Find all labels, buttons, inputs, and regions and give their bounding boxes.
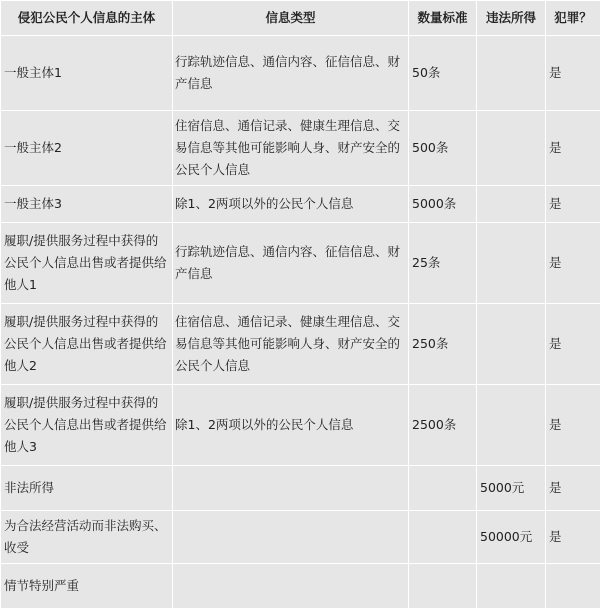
cell-illegal-gains	[477, 36, 546, 111]
cell-illegal-gains	[477, 223, 546, 304]
cell-illegal-gains	[477, 111, 546, 186]
cell-subject: 情节特别严重	[1, 564, 173, 609]
header-is-crime: 犯罪？	[546, 1, 600, 36]
table-row	[1, 466, 600, 511]
cell-is-crime: 是	[546, 385, 600, 466]
header-subject: 侵犯公民个人信息的主体	[1, 1, 173, 36]
cell-is-crime: 是	[546, 36, 600, 111]
cell-subject: 履职/提供服务过程中获得的公民个人信息出售或者提供给他人2	[1, 304, 173, 385]
header-info-type: 信息类型	[173, 1, 409, 36]
table-row	[1, 304, 600, 385]
cell-quantity: 50条	[409, 36, 477, 111]
cell-is-crime: 是	[546, 186, 600, 223]
cell-is-crime: 是	[546, 511, 600, 564]
cell-info-type: 住宿信息、通信记录、健康生理信息、交易信息等其他可能影响人身、财产安全的公民个人信息	[173, 304, 409, 385]
cell-subject: 履职/提供服务过程中获得的公民个人信息出售或者提供给他人3	[1, 385, 173, 466]
cell-info-type: 行踪轨迹信息、通信内容、征信信息、财产信息	[173, 223, 409, 304]
cell-quantity: 25条	[409, 223, 477, 304]
table-row	[1, 223, 600, 304]
cell-subject: 为合法经营活动而非法购买、收受	[1, 511, 173, 564]
cell-quantity: 5000条	[409, 186, 477, 223]
cell-illegal-gains	[477, 186, 546, 223]
cell-info-type	[173, 466, 409, 511]
cell-is-crime: 是	[546, 466, 600, 511]
cell-illegal-gains: 5000元	[477, 466, 546, 511]
table-row	[1, 111, 600, 186]
cell-subject: 非法所得	[1, 466, 173, 511]
cell-quantity: 250条	[409, 304, 477, 385]
cell-quantity: 2500条	[409, 385, 477, 466]
cell-illegal-gains	[477, 304, 546, 385]
cell-info-type: 行踪轨迹信息、通信内容、征信信息、财产信息	[173, 36, 409, 111]
header-quantity: 数量标准	[409, 1, 477, 36]
table-row	[1, 511, 600, 564]
table-row	[1, 385, 600, 466]
cell-is-crime: 是	[546, 111, 600, 186]
cell-subject: 一般主体2	[1, 111, 173, 186]
cell-subject: 履职/提供服务过程中获得的公民个人信息出售或者提供给他人1	[1, 223, 173, 304]
table-row	[1, 186, 600, 223]
cell-subject: 一般主体3	[1, 186, 173, 223]
cell-quantity	[409, 466, 477, 511]
cell-illegal-gains: 50000元	[477, 511, 546, 564]
cell-info-type: 住宿信息、通信记录、健康生理信息、交易信息等其他可能影响人身、财产安全的公民个人信息	[173, 111, 409, 186]
cell-info-type	[173, 511, 409, 564]
cell-quantity: 500条	[409, 111, 477, 186]
table-header-row	[1, 1, 600, 36]
cell-info-type: 除1、2两项以外的公民个人信息	[173, 186, 409, 223]
cell-subject: 一般主体1	[1, 36, 173, 111]
cell-illegal-gains	[477, 385, 546, 466]
cell-is-crime: 是	[546, 223, 600, 304]
cell-info-type: 除1、2两项以外的公民个人信息	[173, 385, 409, 466]
cell-is-crime: 是	[546, 304, 600, 385]
cell-quantity	[409, 511, 477, 564]
table-row	[1, 36, 600, 111]
header-illegal-gains: 违法所得	[477, 1, 546, 36]
